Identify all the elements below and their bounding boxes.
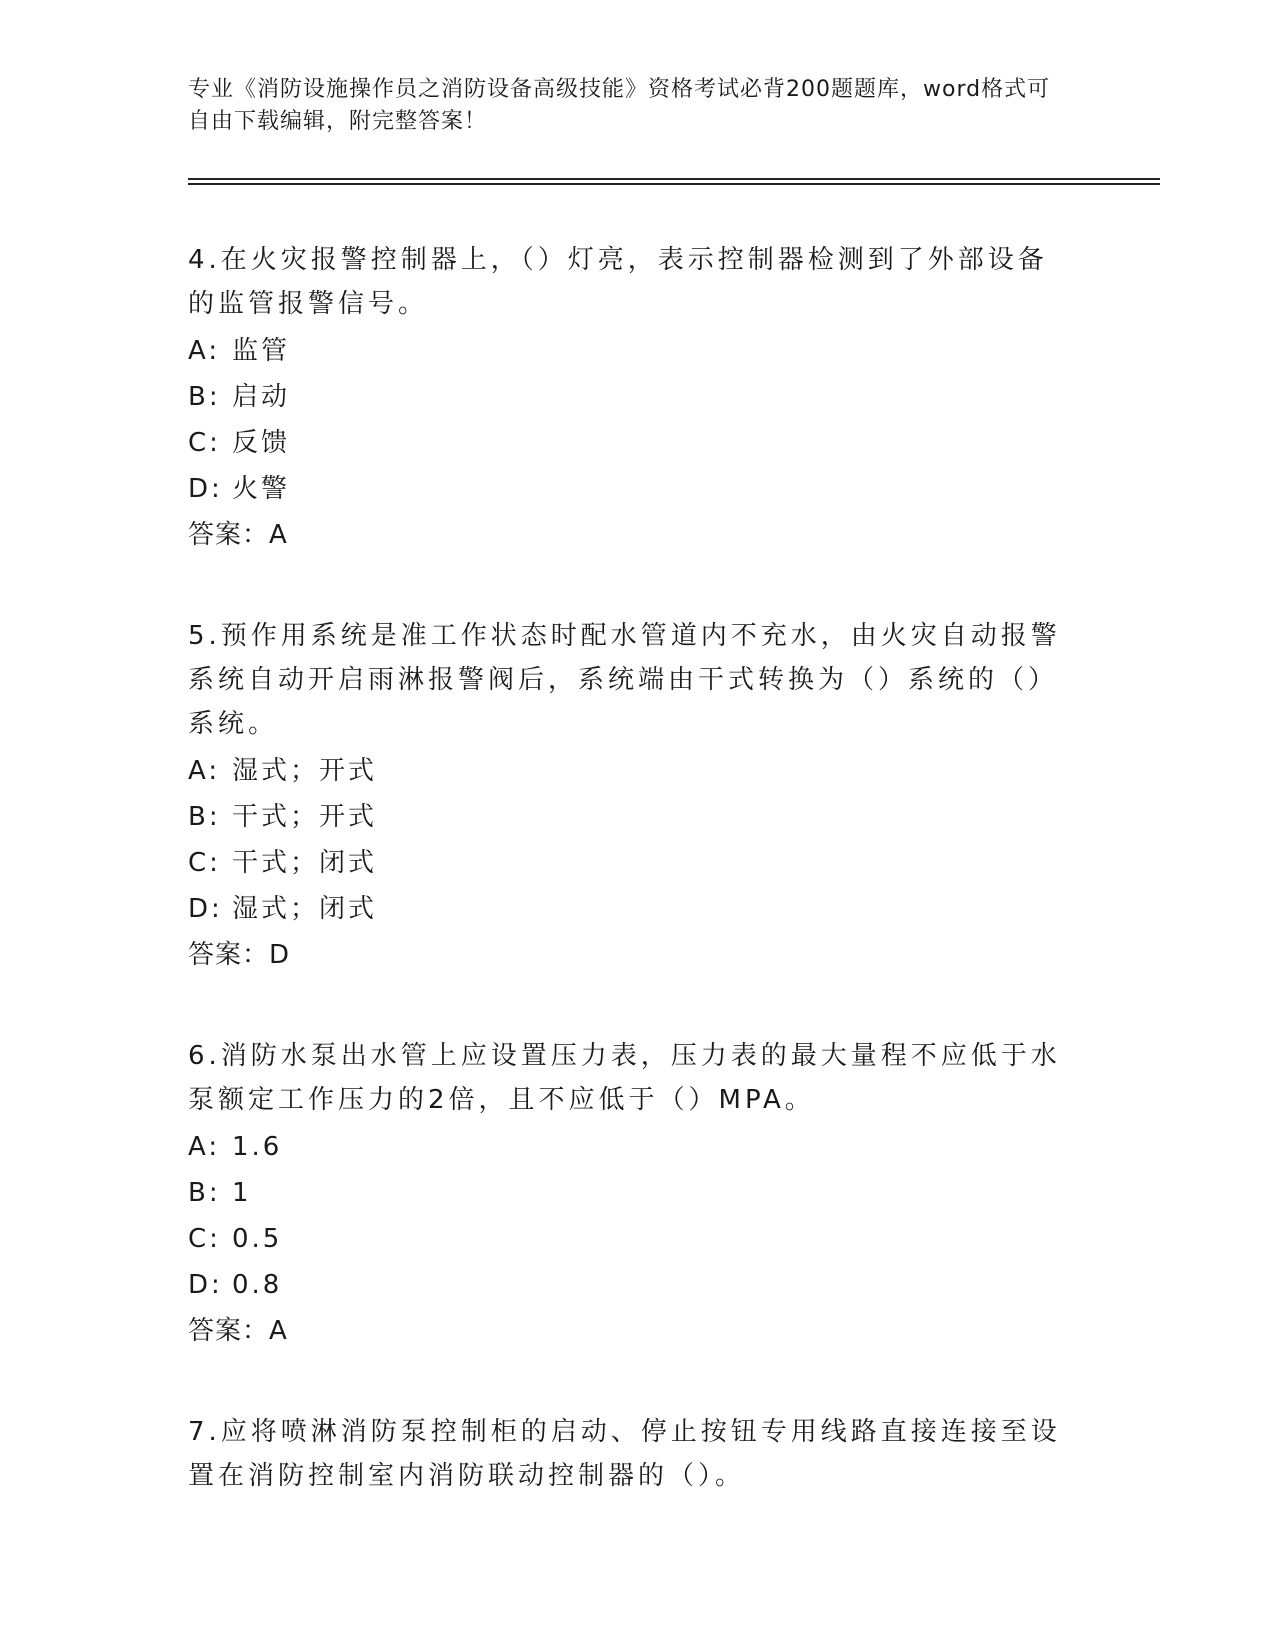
option-text: 干式；开式 bbox=[232, 802, 378, 832]
option-text: 1.6 bbox=[232, 1132, 283, 1162]
question-stem: 7.应将喷淋消防泵控制柜的启动、停止按钮专用线路直接连接至设置在消防控制室内消防联动控制器的（）。 bbox=[188, 1417, 1061, 1491]
question-stem: 4.在火灾报警控制器上，（）灯亮，表示控制器检测到了外部设备的监管报警信号。 bbox=[188, 245, 1048, 319]
question-4 bbox=[188, 238, 1068, 558]
option-key: B: bbox=[188, 802, 221, 832]
option-b bbox=[188, 794, 1068, 840]
header-divider-top bbox=[188, 178, 1160, 180]
option-b bbox=[188, 374, 1068, 420]
option-text: 火警 bbox=[232, 474, 291, 504]
option-text: 0.5 bbox=[232, 1224, 283, 1254]
answer-line: 答案：A bbox=[188, 520, 288, 550]
option-text: 0.8 bbox=[232, 1270, 283, 1300]
option-key: B: bbox=[188, 382, 221, 412]
option-key: C: bbox=[188, 1224, 221, 1254]
option-text: 监管 bbox=[232, 336, 291, 366]
option-key: A: bbox=[188, 1132, 221, 1162]
option-key: D: bbox=[188, 894, 223, 924]
option-key: D: bbox=[188, 474, 223, 504]
option-key: A: bbox=[188, 756, 221, 786]
option-d bbox=[188, 1262, 1068, 1308]
question-7 bbox=[188, 1410, 1068, 1498]
option-text: 1 bbox=[232, 1178, 252, 1208]
option-text: 干式；闭式 bbox=[232, 848, 378, 878]
option-c bbox=[188, 840, 1068, 886]
option-text: 湿式；开式 bbox=[232, 756, 378, 786]
option-c bbox=[188, 420, 1068, 466]
option-c bbox=[188, 1216, 1068, 1262]
option-key: A: bbox=[188, 336, 221, 366]
option-key: D: bbox=[188, 1270, 223, 1300]
option-a bbox=[188, 328, 1068, 374]
question-stem: 5.预作用系统是准工作状态时配水管道内不充水，由火灾自动报警系统自动开启雨淋报警阀后，系统端由干式转换为（）系统的（）系统。 bbox=[188, 621, 1061, 739]
option-key: C: bbox=[188, 428, 221, 458]
document-header: 专业《消防设施操作员之消防设备高级技能》资格考试必背200题题库，word格式可自由下载编辑，附完整答案！ bbox=[188, 77, 1051, 134]
option-a bbox=[188, 1124, 1068, 1170]
option-a bbox=[188, 748, 1068, 794]
option-b bbox=[188, 1170, 1068, 1216]
option-d bbox=[188, 886, 1068, 932]
header-divider-bottom bbox=[188, 183, 1160, 185]
question-stem: 6.消防水泵出水管上应设置压力表，压力表的最大量程不应低于水泵额定工作压力的2倍，且不应低于（）MPA。 bbox=[188, 1041, 1061, 1115]
option-text: 启动 bbox=[232, 382, 291, 412]
option-key: C: bbox=[188, 848, 221, 878]
answer-line: 答案：D bbox=[188, 940, 291, 970]
option-d bbox=[188, 466, 1068, 512]
question-6 bbox=[188, 1034, 1068, 1354]
question-list bbox=[188, 238, 1068, 1554]
question-5 bbox=[188, 614, 1068, 978]
option-key: B: bbox=[188, 1178, 221, 1208]
option-text: 湿式；闭式 bbox=[232, 894, 378, 924]
option-text: 反馈 bbox=[232, 428, 291, 458]
answer-line: 答案：A bbox=[188, 1316, 288, 1346]
